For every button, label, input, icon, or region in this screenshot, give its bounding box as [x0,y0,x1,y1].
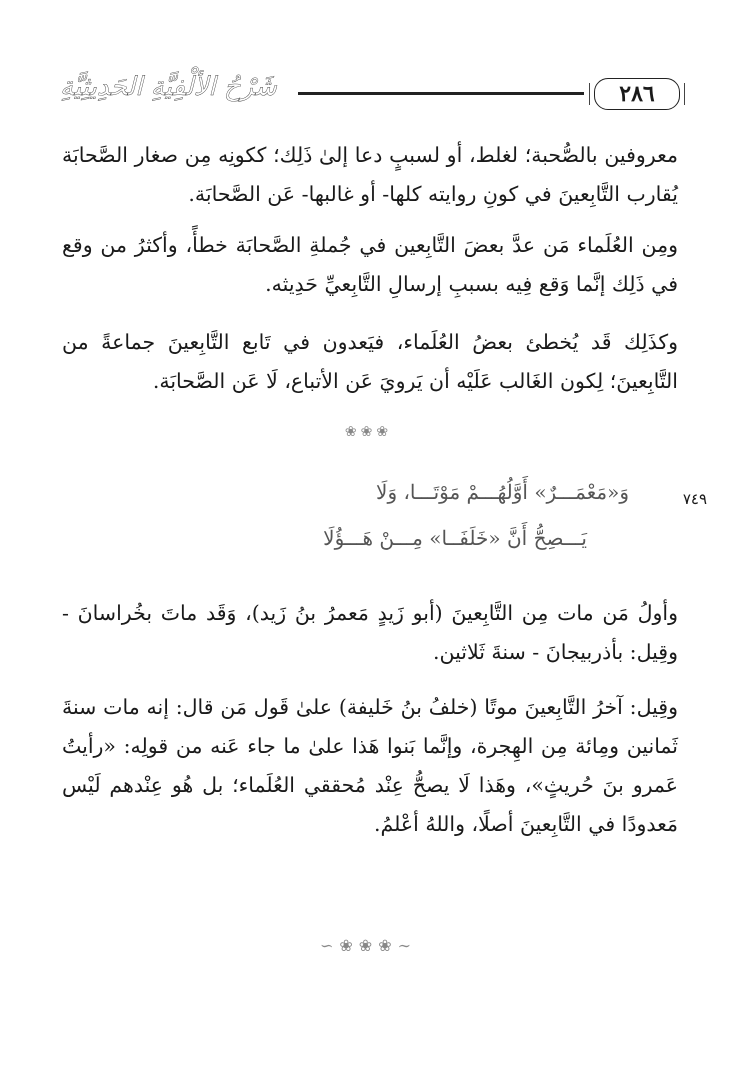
paragraph-3: وكذَلِك قَد يُخطئ بعضُ العُلَماء، فيَعدون في تَابع التَّابِعينَ جماعةً من التَّابِعينَ؛ لِكون الغَالب عَلَيْه أن يَرويَ عَن الأتباع، لَا عَن الصَّحابَة. [62,330,678,393]
verse-line-1: وَ«مَعْمَـــرٌ» أَوَّلُهُـــمْ مَوْتَـــا، وَلَا [376,480,629,504]
paragraph-2: ومِن العُلَماء مَن عدَّ بعضَ التَّابِعين في جُملةِ الصَّحابَة خطأً، وأكثرُ من وقع في ذَلِك إنَّما وَقع فِيه بسببِ إرسالِ التَّابِعيِّ حَدِيثه. [62,233,678,296]
section-ornament: ❀❀❀ [344,424,393,440]
paragraph-5: وقِيل: آخرُ التَّابِعينَ موتًا (خلفُ بنُ خَليفة) علىٰ قَول مَن قال: إنه مات سنةَ ثَمانين ومِائة مِن الهِجرة، وإنَّما بَنوا هَذا علىٰ ما جاء عَنه من قولِه: «رأيتُ عَمرو بنَ حُريثٍ»، وهَذا لَا يصحُّ عِنْد مُحققي العُلَماء؛ بل هُو عِنْدهم لَيْس مَعدودًا في التَّابِعينَ أصلًا، واللهُ أعْلمُ. [62,695,678,836]
paragraph-4: وأولُ مَن مات مِن التَّابِعينَ (أبو زَيدٍ مَعمرُ بنُ زَيد)، وَقَد ماتَ بخُراسانَ - وقِيل: بأذربيجانَ - سنةَ ثَلاثين. [62,601,678,664]
running-title: شَرْحُ الألْفِيَّةِ الحَدِيثِيَّةِ [60,72,277,102]
paragraph-1: معروفين بالصُّحبة؛ لغلط، أو لسببٍ دعا إلىٰ ذَلِك؛ ككونِه مِن صغار الصَّحابَة يُقارب التَّابِعينَ في كونِ روايته كلها- أو غالبها- عَن الصَّحابَة. [62,143,678,206]
verse-number: ٧٤٩ [682,490,707,508]
end-ornament: ∽❀❀❀∼ [319,936,418,955]
header-rule [298,92,584,95]
verse-line-2: يَـــصِحُّ أَنَّ «خَلَفَــا» مِـــنْ هَـــؤُلَا [323,526,587,550]
page-number: ٢٨٦ [594,78,680,110]
page-header [60,72,680,112]
